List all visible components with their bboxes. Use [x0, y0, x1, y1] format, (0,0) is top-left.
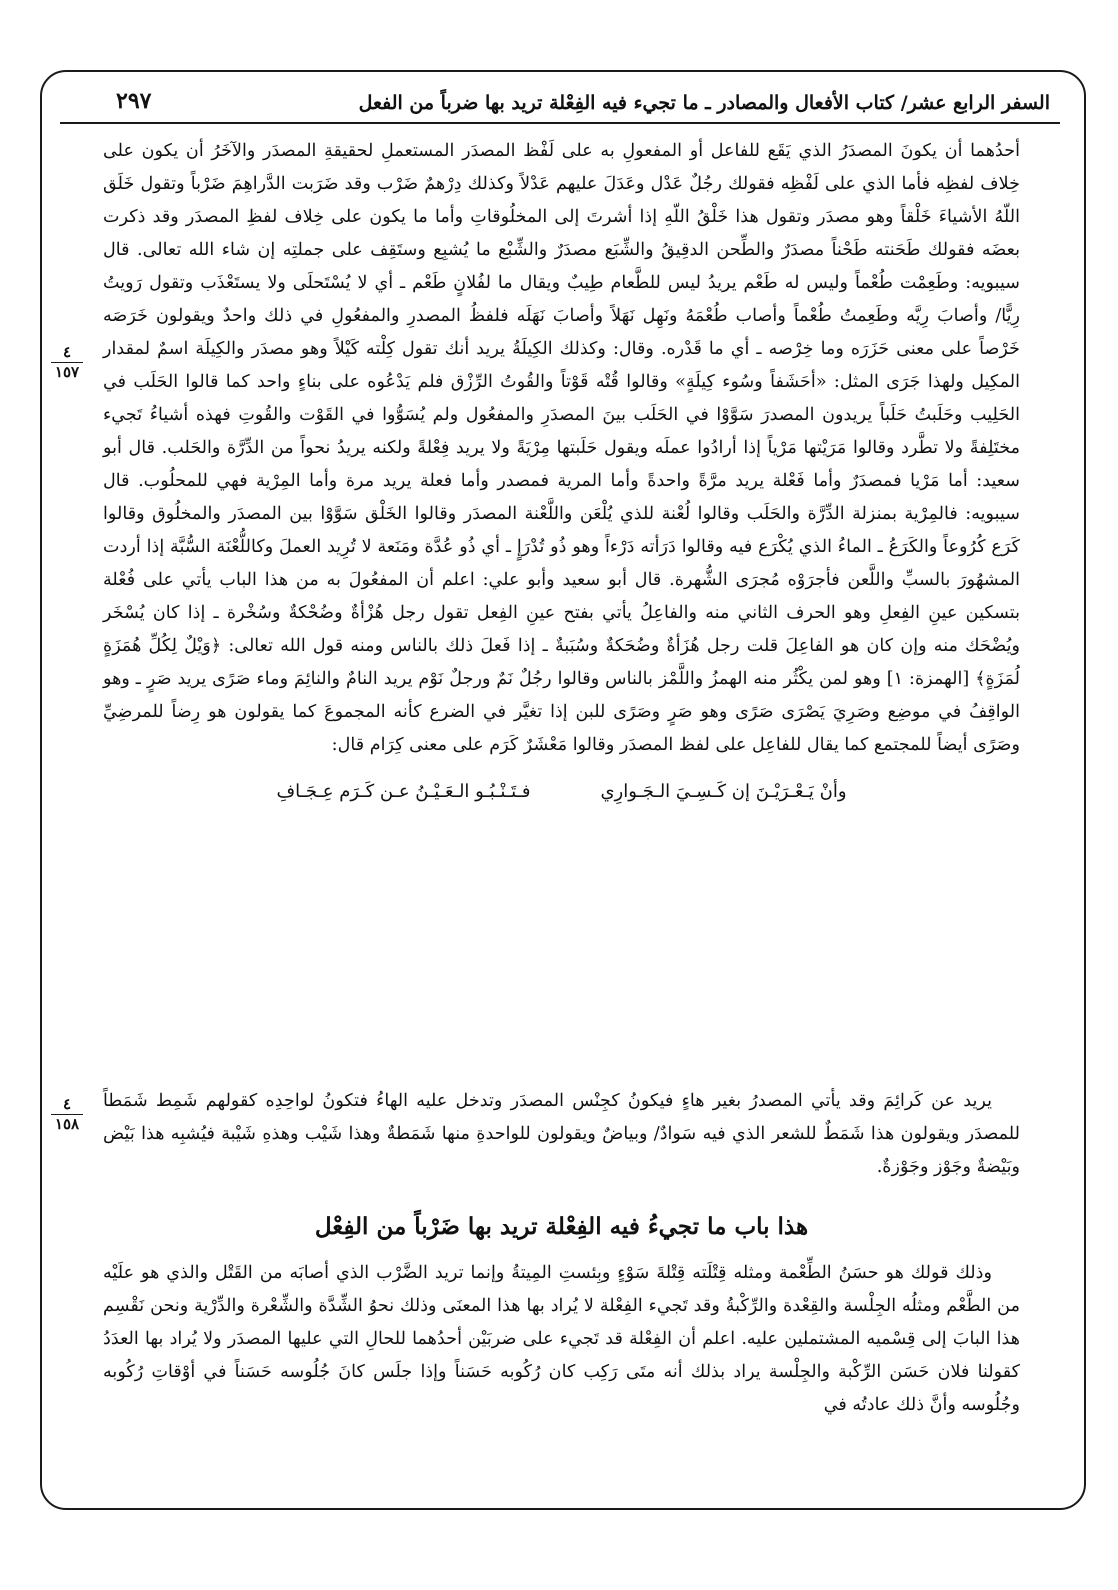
lower-text — [103, 1085, 1020, 1422]
margin-ref-page: ١٥٨ — [54, 1115, 80, 1133]
margin-ref-page: ١٥٧ — [54, 363, 80, 381]
margin-reference — [45, 1096, 89, 1133]
poetry-verse — [103, 762, 1020, 820]
margin-ref-volume: ٤ — [62, 343, 72, 361]
margin-ref-volume: ٤ — [62, 1095, 72, 1113]
verse-hemistich-first: وأنْ يَـعْـرَيْـنَ إن كَـسِـيَ الـجَـوارِي — [600, 780, 847, 802]
paragraph: أحدُهما أن يكونَ المصدَرُ الذي يَقَع للفاعل أو المفعولِ به على لَفْظ المصدَر المستعملِ لحقيقةِ المصدَر والآخَرُ أن يكون على خِلاف لفظِه فأما الذي على لَفْظِه فقولك رجُلٌ عَدْل وعَدَلَ عليهم عَدْلاً وكذلك دِرْهمٌ ضَرْب وقد ضَرَبت الدَّراهِمَ ضَرْباً وتقول خَلَق اللّهُ الأشياءَ خَلْقاً وهو مصدَر وتقول هذا خَلْقُ اللّهِ إذا أشرتَ إلى المخلُوقاتِ وأما ما يكون على خِلاف لفظِ المصدَر وقد ذكرت بعضَه فقولك طَحَنته طَحْناً مصدَرٌ والطِّحن الدقِيقُ والشِّبَع مصدَرٌ والشِّبْع ما يُشبِع وستَقِف على جملتِه إن شاء الله تعالى. قال سيبويه: وطَعِمْت طُعْماً وليس له طَعْم يريدُ ليس للطَّعام طِيبٌ ويقال ما لفُلانٍ طَعْم ـ أي لا يُسْتَحلَى ولا يستَعْذَب وتقول رَويتُ رِيًّا/ وأصابَ رِيَّه وطَعِمتُ طُعْماً وأصاب طُعْمَهُ ونَهِل نَهَلاً وأصابَ نَهَلَه فلفظُ المصدرِ والمفعُولِ في ذلك واحدٌ ويقولون خَرَصَه خَرْصاً على معنى حَزَرَه وما خِرْصه ـ أي ما قَدْره. وقال: وكذلك الكِيلَةُ يريد أنك تقول كِلْته كَيْلاً وهو مصدَر والكِيلَة اسمٌ لمقدار المكِيل ولهذا جَرَى المثل: «أحَشَفاً وسُوء كِيلَةٍ» وقالوا قُتْه قَوْتاً والقُوتُ الرِّزْق فلم يَدْعُوه على بناءٍ واحد كما قالوا الحَلَب في الحَلِيب وحَلَبتُ حَلَباً يريدون المصدرَ سَوَّوْا في الحَلَب بينَ المصدَرِ والمفعُول ولم يُسَوُّوا في القَوْت والقُوتِ فهذه أشياءُ تَجيء مختَلِفةً ولا تطَّرد وقالوا مَرَيْتها مَرْياً إذا أرادُوا عملَه ويقول حَلَبتها مِرْيَةً ولا يريد فِعْلةً ولكنه يريدُ نحواً من الدِّرَّة والحَلب. قال أبو سعيد: أما مَرْيا فمصدَرٌ وأما فَعْلة يريد مرَّةً واحدةً وأما المرية فمصدر وأما فعلة يريد مرة وأما المِرْية فهي للمحلُوب. قال سيبويه: فالمِرْية بمنزلة الدِّرَّة والحَلَب وقالوا لُعْنة للذي يُلْعَن واللَّعْنة المصدَر وقالوا الخَلْق سَوَّوْا بين المصدَر والمخلُوق وقالوا كَرَع كُرُوعاً والكَرَعُ ـ الماءُ الذي يُكْرَع فيه وقالوا دَرَأته دَرْءاً وهو ذُو تُدْرَإٍ ـ أي ذُو عُدَّة ومَنَعة لا تُرِيد العملَ وكاللُّعْنَة السُّبَّة إذا أردت المشهُورَ بالسبِّ واللَّعن فأجرَوْه مُجرَى الشُّهرة. قال أبو سعيد وأبو علي: اعلم أن المفعُولَ به من هذا الباب يأتي على فُعْلة بتسكين عينِ الفِعلِ وهو الحرف الثاني منه والفاعِلُ يأتي بفتح عينِ الفِعل تقول رجل هُزْأةٌ وضُحْكةٌ وسُخْرة ـ إذا كان يُسْخَر ويُضْحَك منه وإن كان هو الفاعِلَ قلت رجل هُزَأةٌ وضُحَكةٌ وسُبَبةٌ ـ إذا فَعلَ ذلك بالناس ومنه قول الله تعالى: ﴿وَيْلٌ لِكُلِّ هُمَزَةٍ لُمَزَةٍ﴾ [الهمزة: ١] وهو لمن يكْثُر منه الهمزُ واللَّمْز بالناس وقالوا رجُلٌ نَمٌ ورجلٌ نَوْم يريد النامٌ والنائِمَ وماء صَرًى يريد صَرٍ ـ وهو الواقِفُ في موضِع وصَرِيَ يَصْرَى صَرًى وهو صَرٍ وصَرًى للبن إذا تغيَّر في الضرع كأنه المجموعَ كما يقولون هو رِضاً للمرضِيِّ وصَرًى أيضاً للمجتمع كما يقال للفاعِل على لفظ المصدَر وقالوا مَعْشَرٌ كَرَم على معنى كِرَام قال: — [103, 141, 1020, 755]
section-heading: هذا باب ما تجيءُ فيه الفِعْلة تريد بها ضَرْباً من الفِعْل — [314, 1213, 809, 1240]
paragraph: وذلك قولك هو حسَنُ الطِّعْمة ومثله قِتْلَته قِتْلةَ سَوْءٍ وبِئستِ المِيتةُ وإنما تريد الضَّرْب الذي أصابَه من القَتْل والذي هو علَيْه من الطَّعْم ومثلُه الجِلْسة والقِعْدة والرِّكْبةُ وقد تَجيء الفِعْلة لا يُراد بها هذا المعنَى وذلك نحوُ الشِّدَّة والشِّعْرة والدِّرْية ونحن نَقْسِم هذا البابَ إلى قِسْميه المشتملين عليه. اعلم أن الفِعْلة قد تَجيء على ضربَيْن أحدُهما للحالِ التي عليها المصدَر ولا يُراد بها العدَدُ كقولنا فلان حَسَن الرِّكْبة والجِلْسة يراد بذلك أنه متَى رَكِب كان رُكُوبه حَسَناً وإذا جلَس كانَ جُلُوسه حَسَناً في أوْقاتِ رُكُوبه وجُلُوسه وأنَّ ذلك عادتُه في — [103, 1263, 1020, 1415]
margin-reference — [45, 344, 89, 381]
verse-hemistich-second: فـتَـنْـبُـو الـعَـيْـنُ عـن كَـرَم عِـجَـافِ — [276, 780, 531, 802]
page-header — [60, 86, 1060, 124]
running-title: السفر الرابع عشر/ كتاب الأفعال والمصادر ـ ما تجيء فيه الفِعْلة تريد بها ضرباً من الفعل — [358, 92, 1050, 114]
main-text — [103, 135, 1020, 820]
paragraph: يريد عن كَرائِمَ وقد يأتي المصدرُ بغير هاءٍ فيكونُ كجِنْس المصدَر وتدخل عليه الهاءُ فتكونُ لواحِدِه كقولهم شَمِط شَمَطاً للمصدَر ويقولون هذا شَمَطٌ للشعر الذي فيه سَوادٌ/ وبياضٌ ويقولون للواحدةِ منها شَمَطةٌ وهذا شَيْب وهذهِ شَيْبة فيُشبِه هذا بَيْض وبَيْضةٌ وجَوْز وجَوْزةٌ. — [103, 1091, 1020, 1177]
page-number: ٢٩٧ — [116, 88, 152, 114]
